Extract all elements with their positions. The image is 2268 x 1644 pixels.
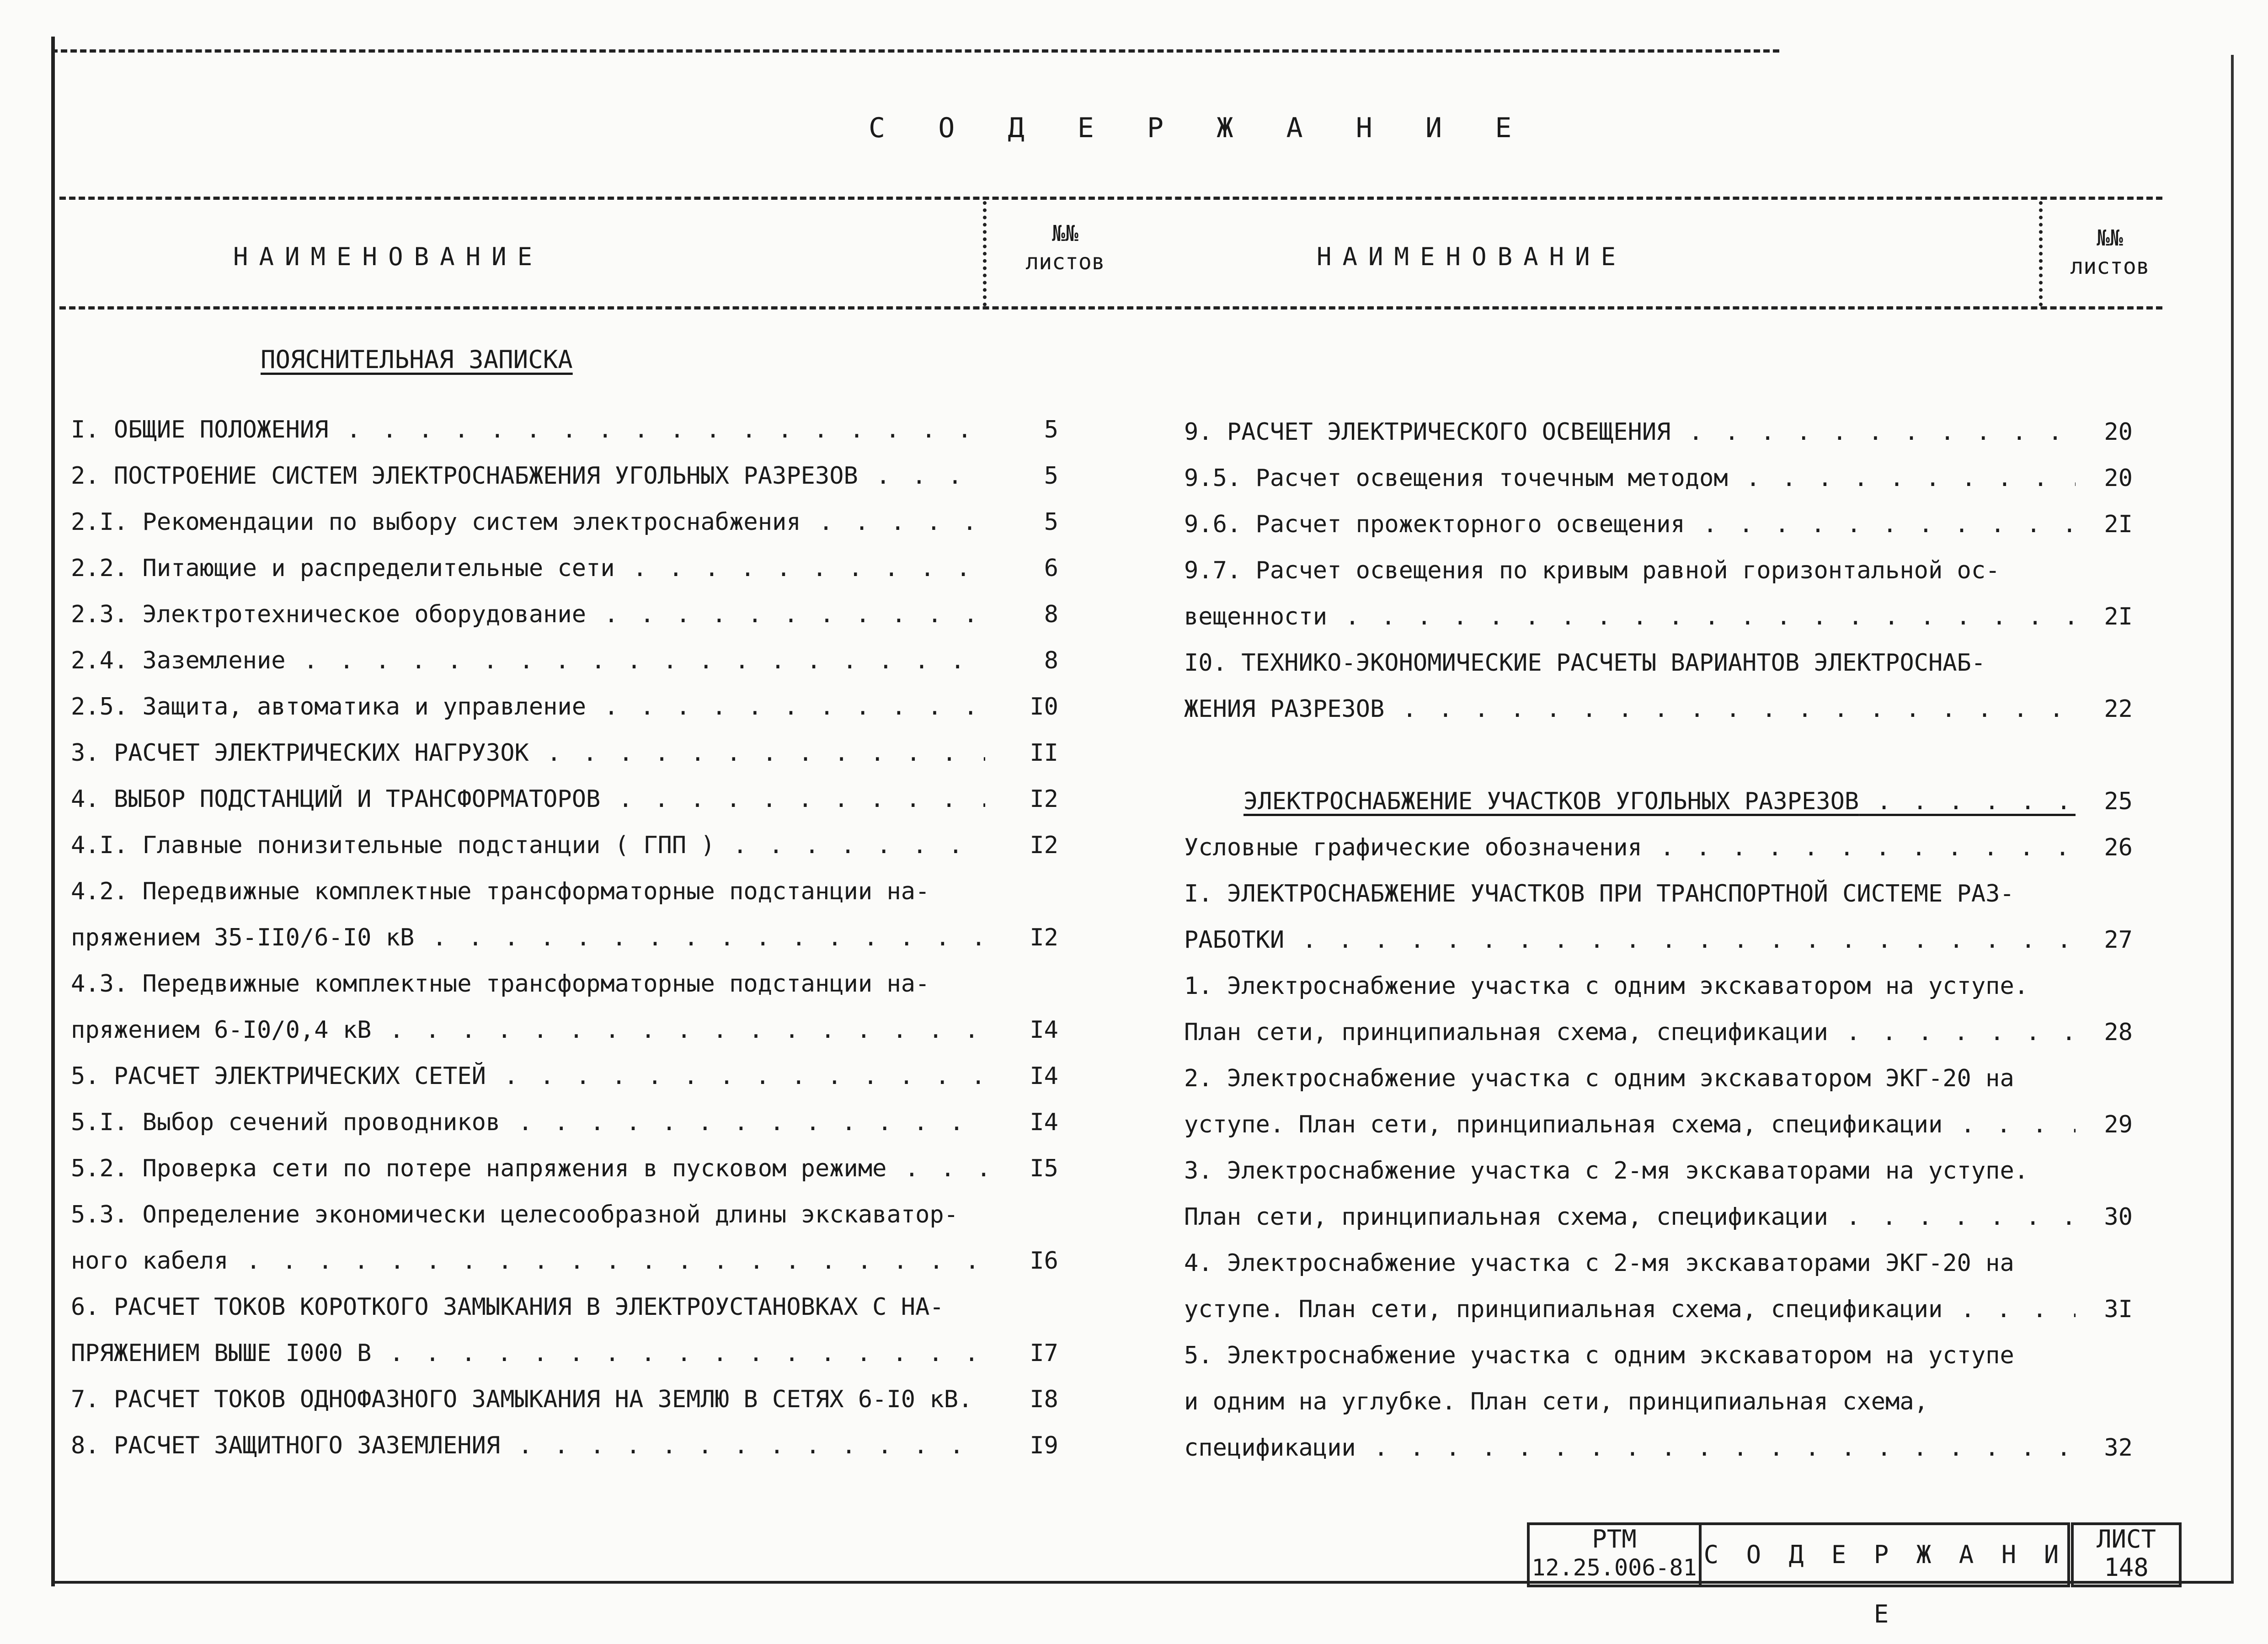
toc-entry-text: и одним на углубке. План сети, принципиальная схема, — [1184, 1388, 1928, 1415]
toc-entry-page: 20 — [2104, 418, 2133, 446]
toc-entry-page: 30 — [2104, 1203, 2133, 1231]
toc-entry-text: ПРЯЖЕНИЕМ ВЫШЕ I000 В . . . — [71, 1337, 985, 1369]
header-divider-2 — [2039, 201, 2043, 306]
toc-entry-text: 2.I. Рекомендации по выбору систем электроснабжения . . . — [71, 506, 985, 538]
stamp-sheet-number: 148 — [2104, 1553, 2149, 1582]
toc-entry-text: уступе. План сети, принципиальная схема, спецификации . . . — [1184, 1109, 2076, 1141]
toc-entry-text: 3. Электроснабжение участка с 2-мя экскаваторами на уступе. — [1184, 1157, 2029, 1185]
toc-entry-page: I2 — [1030, 832, 1058, 859]
toc-entry-text: 4. Электроснабжение участка с 2-мя экскаваторами ЭКГ-20 на — [1184, 1249, 2014, 1277]
toc-entry-text: 8. РАСЧЕТ ЗАЩИТНОГО ЗАЗЕМЛЕНИЯ . . . — [71, 1430, 985, 1462]
stamp-doc-code — [1527, 1522, 1702, 1587]
toc-entry-text: 4.3. Передвижные комплектные трансформаторные подстанции на- — [71, 970, 930, 998]
toc-entry-text: 5. Электроснабжение участка с одним экскаватором на уступе — [1184, 1342, 2014, 1369]
toc-entry-text: ЖЕНИЯ РАЗРЕЗОВ . . . — [1184, 693, 2076, 725]
toc-entry-page: 32 — [2104, 1434, 2133, 1462]
toc-entry-text: 7. РАСЧЕТ ТОКОВ ОДНОФАЗНОГО ЗАМЫКАНИЯ НА ЗЕМЛЮ В СЕТЯХ 6-I0 кВ. . . . — [71, 1383, 985, 1415]
toc-entry-page: 8 — [1044, 647, 1058, 674]
toc-entry-text: 2. Электроснабжение участка с одним экскаватором ЭКГ-20 на — [1184, 1065, 2014, 1092]
toc-entry-page: I8 — [1030, 1386, 1058, 1413]
header-sheets-left: №№ листов — [1025, 221, 1105, 275]
toc-entry-text: 5.I. Выбор сечений проводников . . . — [71, 1106, 985, 1138]
toc-entry-page: 28 — [2104, 1019, 2133, 1046]
toc-entry-text: 5.3. Определение экономически целесообразной длины экскаватор- — [71, 1201, 959, 1228]
toc-entry-text: 6. РАСЧЕТ ТОКОВ КОРОТКОГО ЗАМЫКАНИЯ В ЭЛЕКТРОУСТАНОВКАХ С НА- — [71, 1293, 944, 1321]
toc-entry-page: I4 — [1030, 1062, 1058, 1090]
toc-entry-text: 2.4. Заземление . . . — [71, 645, 985, 677]
frame-left-border — [51, 37, 55, 1586]
header-top-rule — [59, 197, 2162, 200]
toc-entry-page: 6 — [1044, 555, 1058, 582]
toc-entry-text: 5. РАСЧЕТ ЭЛЕКТРИЧЕСКИХ СЕТЕЙ . . . — [71, 1060, 985, 1092]
toc-entry-text: 2.2. Питающие и распределительные сети . . . — [71, 552, 985, 584]
toc-entry-page: 25 — [2104, 788, 2133, 815]
toc-entry-text: План сети, принципиальная схема, спецификации . . . — [1184, 1201, 2076, 1233]
frame-right-border — [2231, 55, 2234, 1582]
toc-entry-page: I7 — [1030, 1340, 1058, 1367]
toc-entry-page: I2 — [1030, 924, 1058, 951]
toc-entry-page: 27 — [2104, 926, 2133, 954]
toc-entry-text: I. ОБЩИЕ ПОЛОЖЕНИЯ . . . — [71, 414, 985, 446]
toc-entry-page: I9 — [1030, 1432, 1058, 1459]
toc-entry-page: 2I — [2104, 511, 2133, 538]
stamp-sheet-label: ЛИСТ — [2096, 1525, 2156, 1553]
toc-entry-page: 8 — [1044, 601, 1058, 628]
stamp-sheet — [2071, 1522, 2182, 1587]
toc-entry-text: План сети, принципиальная схема, спецификации . . . — [1184, 1016, 2076, 1048]
toc-entry-text: 5.2. Проверка сети по потере напряжения в пусковом режиме . . . — [71, 1153, 985, 1185]
toc-entry-text: I0. ТЕХНИКО-ЭКОНОМИЧЕСКИЕ РАСЧЕТЫ ВАРИАНТОВ ЭЛЕКТРОСНАБ- — [1184, 649, 1986, 677]
toc-entry-text: 9.5. Расчет освещения точечным методом . . . — [1184, 462, 2076, 494]
toc-entry-page: 22 — [2104, 695, 2133, 723]
header-name-left: НАИМЕНОВАНИЕ — [233, 242, 544, 271]
toc-entry-page: I2 — [1030, 785, 1058, 813]
toc-entry-text: 2.5. Защита, автоматика и управление . . . — [71, 691, 985, 723]
toc-entry-text: ного кабеля . . . — [71, 1245, 985, 1277]
toc-entry-text: I. ЭЛЕКТРОСНАБЖЕНИЕ УЧАСТКОВ ПРИ ТРАНСПОРТНОЙ СИСТЕМЕ РАЗ- — [1184, 880, 2014, 907]
toc-entry-text: вещенности . . . — [1184, 601, 2076, 633]
toc-entry-page: I4 — [1030, 1109, 1058, 1136]
toc-entry-text: 1. Электроснабжение участка с одним экскаватором на уступе. — [1184, 972, 2029, 1000]
toc-entry-page: 20 — [2104, 464, 2133, 492]
toc-entry-page: I5 — [1030, 1155, 1058, 1182]
toc-entry-text: РАБОТКИ . . . — [1184, 924, 2076, 956]
toc-entry-text: Условные графические обозначения . . . — [1184, 832, 2076, 864]
toc-entry-page: I6 — [1030, 1247, 1058, 1275]
toc-entry-page: II — [1030, 739, 1058, 767]
toc-entry-text: спецификации . . . — [1184, 1432, 2076, 1464]
toc-entry-text: 9. РАСЧЕТ ЭЛЕКТРИЧЕСКОГО ОСВЕЩЕНИЯ . . . — [1184, 416, 2076, 448]
toc-entry-text: 4.I. Главные понизительные подстанции ( ГПП ) . . . — [71, 829, 985, 861]
section-heading-left: ПОЯСНИТЕЛЬНАЯ ЗАПИСКА — [261, 345, 573, 374]
stamp-doc-code-top: РТМ — [1592, 1525, 1637, 1553]
toc-entry-text: 4. ВЫБОР ПОДСТАНЦИЙ И ТРАНСФОРМАТОРОВ . . . — [71, 783, 985, 815]
toc-entry-text: уступе. План сети, принципиальная схема, спецификации . . . — [1184, 1293, 2076, 1325]
frame-top-border — [51, 49, 1779, 53]
toc-entry-text: 3. РАСЧЕТ ЭЛЕКТРИЧЕСКИХ НАГРУЗОК . . . — [71, 737, 985, 769]
header-name-right: НАИМЕНОВАНИЕ — [1317, 242, 1627, 271]
toc-entry-page: 26 — [2104, 834, 2133, 861]
toc-entry-page: 5 — [1044, 416, 1058, 443]
toc-entry-page: 2I — [2104, 603, 2133, 630]
header-sheets-right: №№ листов — [2070, 225, 2150, 279]
stamp-doc-title: С О Д Е Р Ж А Н И Е — [1699, 1522, 2070, 1587]
toc-entry-page: I4 — [1030, 1016, 1058, 1044]
page-title: С О Д Е Р Ж А Н И Е — [869, 112, 1530, 144]
toc-entry-text: 9.6. Расчет прожекторного освещения . . . — [1184, 508, 2076, 540]
toc-entry-text: 4.2. Передвижные комплектные трансформаторные подстанции на- — [71, 878, 930, 905]
toc-entry-text: пряжением 35-II0/6-I0 кВ . . . — [71, 922, 985, 954]
toc-entry-text: 2. ПОСТРОЕНИЕ СИСТЕМ ЭЛЕКТРОСНАБЖЕНИЯ УГОЛЬНЫХ РАЗРЕЗОВ . . . — [71, 460, 985, 492]
toc-entry-text: пряжением 6-I0/0,4 кВ . . . — [71, 1014, 985, 1046]
toc-entry-text: 9.7. Расчет освещения по кривым равной горизонтальной ос- — [1184, 557, 2000, 584]
toc-entry-text: ЭЛЕКТРОСНАБЖЕНИЕ УЧАСТКОВ УГОЛЬНЫХ РАЗРЕЗОВ . . . — [1243, 785, 2076, 817]
toc-entry-page: 5 — [1044, 508, 1058, 536]
toc-entry-page: 29 — [2104, 1111, 2133, 1138]
stamp-doc-code-bottom: 12.25.006-81 — [1532, 1554, 1697, 1581]
toc-entry-page: I0 — [1030, 693, 1058, 721]
toc-entry-page: 5 — [1044, 462, 1058, 490]
header-divider-1 — [983, 201, 987, 306]
toc-entry-text: 2.3. Электротехническое оборудование . . . — [71, 598, 985, 630]
toc-entry-page: 3I — [2104, 1296, 2133, 1323]
header-bottom-rule — [59, 306, 2162, 310]
